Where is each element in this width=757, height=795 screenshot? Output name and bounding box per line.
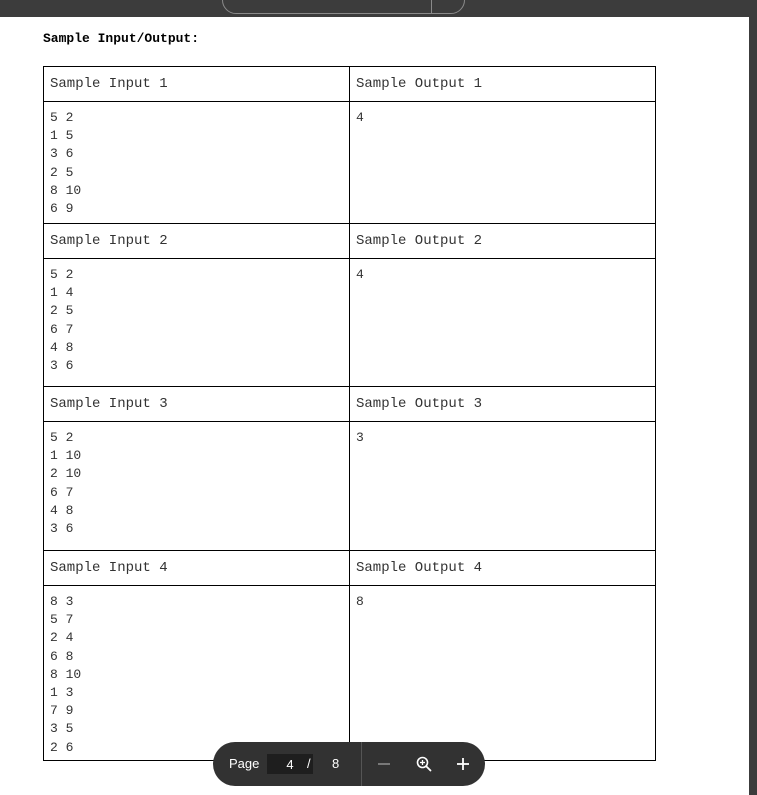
input-line: 3 6 <box>50 521 74 537</box>
input-line: 2 6 <box>50 739 74 755</box>
page-controls-bar <box>213 742 485 786</box>
output-line: 4 <box>356 267 364 282</box>
input-line: 5 2 <box>50 110 74 125</box>
sample-output-4-header: Sample Output 4 <box>350 551 656 586</box>
toolbar-pill[interactable] <box>222 0 465 14</box>
input-line: 2 10 <box>50 466 82 482</box>
input-line: 6 7 <box>50 321 74 337</box>
scrollbar-track[interactable] <box>749 0 757 795</box>
output-line: 3 <box>356 430 364 445</box>
input-line: 1 3 <box>50 685 74 701</box>
input-line: 8 3 <box>50 594 74 609</box>
input-line: 1 5 <box>50 128 74 144</box>
input-line: 1 10 <box>50 448 82 464</box>
input-line: 6 7 <box>50 484 74 500</box>
viewer-top-toolbar <box>0 0 749 17</box>
input-line: 5 2 <box>50 430 74 445</box>
sample-output-3-cell <box>350 422 656 551</box>
output-line: 8 <box>356 594 364 609</box>
sample-input-2-header: Sample Input 2 <box>44 224 350 259</box>
input-line: 8 10 <box>50 182 82 198</box>
input-line: 4 8 <box>50 502 74 518</box>
sample-output-2-cell <box>350 259 656 387</box>
input-line: 3 6 <box>50 358 74 374</box>
input-line: 6 8 <box>50 648 74 664</box>
sample-output-2-header: Sample Output 2 <box>350 224 656 259</box>
input-line: 5 7 <box>50 612 74 628</box>
sample-input-2-cell <box>44 259 350 387</box>
input-line: 7 9 <box>50 703 74 719</box>
sample-output-4-cell <box>350 586 656 761</box>
sample-input-1-header: Sample Input 1 <box>44 67 350 102</box>
sample-output-1-header: Sample Output 1 <box>350 67 656 102</box>
sample-output-3-header: Sample Output 3 <box>350 387 656 422</box>
page-separator: / <box>307 756 311 771</box>
sample-io-table <box>43 66 656 761</box>
plus-icon <box>455 756 471 772</box>
input-line: 1 4 <box>50 285 74 301</box>
input-line: 5 2 <box>50 267 74 282</box>
input-line: 2 5 <box>50 303 74 319</box>
input-line: 6 9 <box>50 201 74 217</box>
section-heading: Sample Input/Output: <box>43 31 200 46</box>
minus-icon <box>376 756 392 772</box>
sample-input-4-header: Sample Input 4 <box>44 551 350 586</box>
input-line: 8 10 <box>50 666 82 682</box>
output-line: 4 <box>356 110 364 125</box>
input-line: 2 4 <box>50 630 74 646</box>
zoom-out-button[interactable] <box>370 750 398 778</box>
pager-divider <box>361 742 362 786</box>
input-line: 4 8 <box>50 339 74 355</box>
input-line: 2 5 <box>50 164 74 180</box>
sample-input-4-cell <box>44 586 350 761</box>
sample-input-3-header: Sample Input 3 <box>44 387 350 422</box>
sample-input-3-cell <box>44 422 350 551</box>
input-line: 3 6 <box>50 146 74 162</box>
zoom-in-button[interactable] <box>449 750 477 778</box>
toolbar-pill-divider <box>431 0 432 13</box>
page-label: Page <box>229 756 260 771</box>
zoom-button[interactable] <box>410 750 438 778</box>
sample-input-1-cell <box>44 102 350 224</box>
sample-output-1-cell <box>350 102 656 224</box>
input-line: 3 5 <box>50 721 74 737</box>
total-pages: 8 <box>332 756 340 771</box>
zoom-magnifier-icon <box>415 755 433 773</box>
